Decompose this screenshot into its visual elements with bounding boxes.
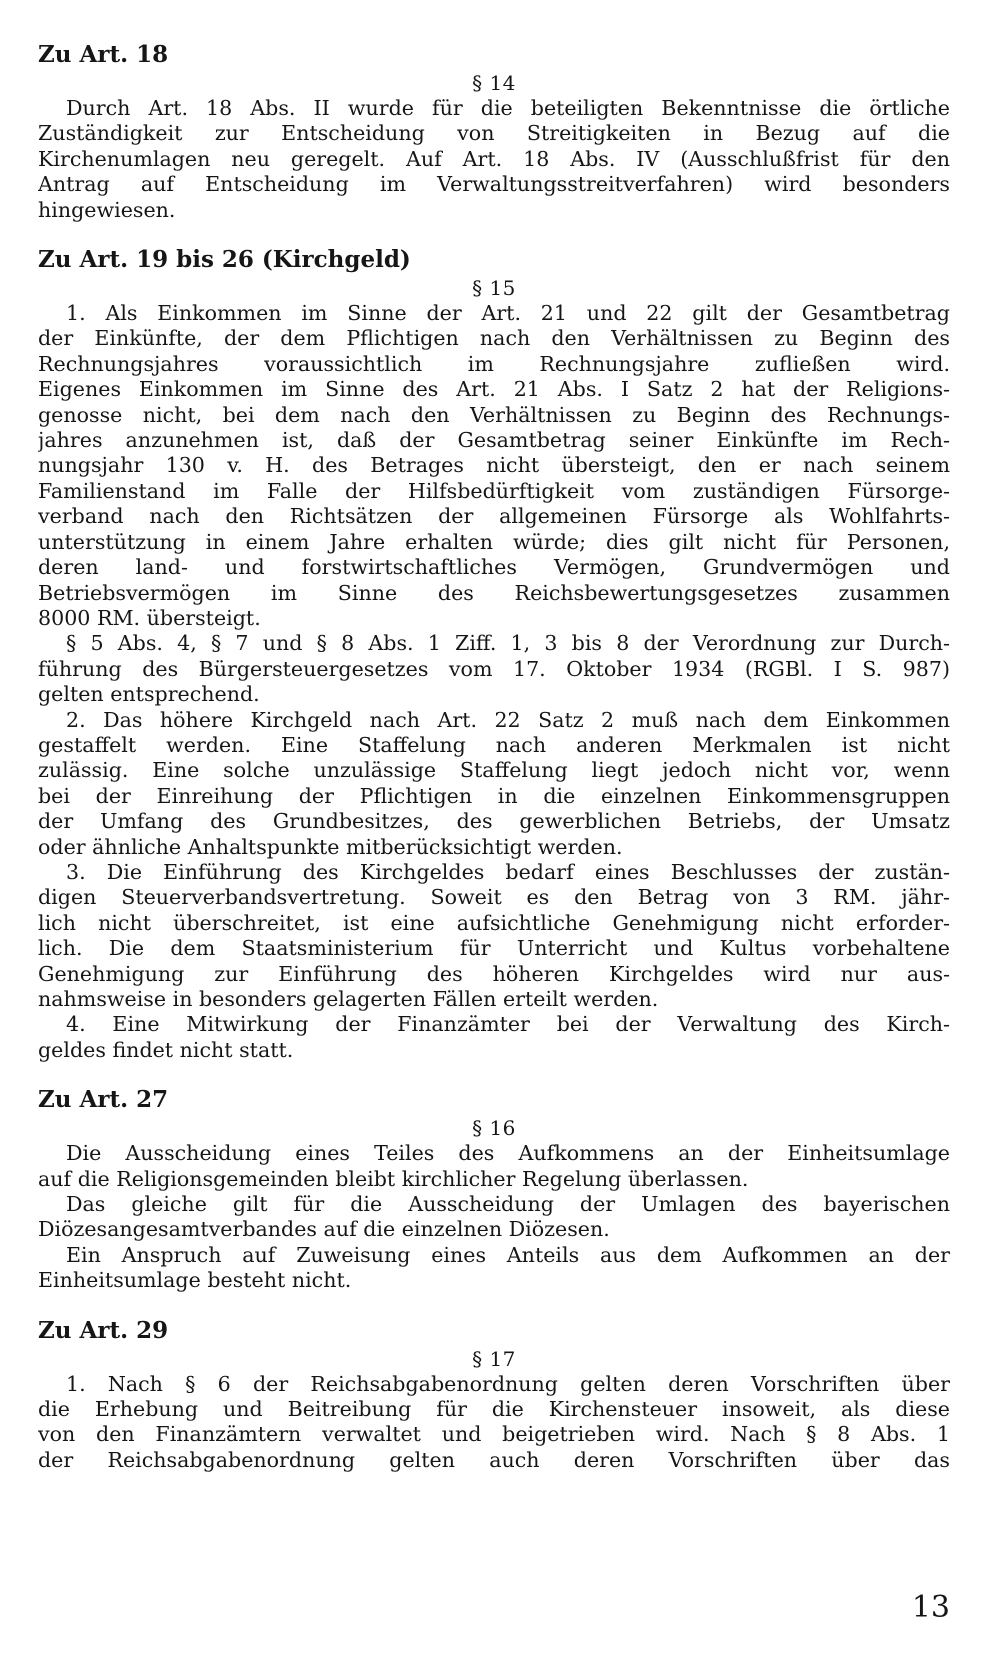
text-line: jahres anzunehmen ist, daß der Gesamtbetrag seiner Einkünfte im Rech- [38,428,950,453]
text-line: nungsjahr 130 v. H. des Betrages nicht übersteigt, den er nach seinem [38,453,950,478]
text-line: Durch Art. 18 Abs. II wurde für die beteiligten Bekenntnisse die örtliche [66,96,950,120]
text-line: unterstützung in einem Jahre erhalten würde; dies gilt nicht für Personen, [38,529,950,554]
text-line: Eigenes Einkommen im Sinne des Art. 21 Abs. I Satz 2 hat der Religions- [38,377,950,402]
section-heading: Zu Art. 18 [38,41,169,68]
text-line: Einheitsumlage besteht nicht. [38,1268,352,1293]
text-line: gestaffelt werden. Eine Staffelung nach anderen Merkmalen ist nicht [38,732,950,757]
text-line: digen Steuerverbandsvertretung. Soweit es den Betrag von 3 RM. jähr- [38,885,950,910]
text-line: Familienstand im Falle der Hilfsbedürftigkeit vom zuständigen Fürsorge- [38,478,950,503]
text-line: geldes findet nicht statt. [38,1037,294,1062]
text-line: hingewiesen. [38,197,176,222]
text-line: 1. Als Einkommen im Sinne der Art. 21 und 22 gilt der Gesamtbetrag [66,301,950,326]
section-gap [38,1063,950,1085]
text-line: oder ähnliche Anhaltspunkte mitberücksichtigt werden. [38,834,623,859]
text-line: Die Ausscheidung eines Teiles des Aufkommens an der Einheitsumlage [66,1141,950,1166]
text-line: verband nach den Richtsätzen der allgemeinen Fürsorge als Wohlfahrts- [38,504,950,529]
text-line: der Einkünfte, der dem Pflichtigen nach den Verhältnissen zu Beginn des [38,326,950,351]
section [38,245,950,1063]
text-line: deren land- und forstwirtschaftliches Vermögen, Grundvermögen und [38,555,950,580]
text-line: gelten entsprechend. [38,682,260,707]
section-heading: Zu Art. 27 [38,1086,169,1114]
text-line: die Erhebung und Beitreibung für die Kirchensteuer insoweit, als diese [38,1397,950,1422]
page-number: 13 [911,1590,950,1625]
text-line: Antrag auf Entscheidung im Verwaltungsstreitverfahren) wird besonders [38,172,950,197]
text-line: 3. Die Einführung des Kirchgeldes bedarf eines Beschlusses der zustän- [66,859,950,884]
text-line: 4. Eine Mitwirkung der Finanzämter bei der Verwaltung des Kirch- [66,1012,950,1037]
text-line: Betriebsvermögen im Sinne des Reichsbewertungsgesetzes zusammen [38,580,950,605]
text-line: führung des Bürgersteuergesetzes vom 17. Oktober 1934 (RGBl. I S. 987) [38,656,950,681]
text-line: 2. Das höhere Kirchgeld nach Art. 22 Satz 2 muß nach dem Einkommen [66,707,950,732]
text-line: nahmsweise in besonders gelagerten Fällen erteilt werden. [38,987,659,1011]
section-gap [38,1294,950,1316]
text-line: bei der Einreihung der Pflichtigen in die einzelnen Einkommensgruppen [38,783,950,808]
text-line: Genehmigung zur Einführung des höheren Kirchgeldes wird nur aus- [38,961,950,986]
section-heading: Zu Art. 29 [38,1316,169,1344]
text-line: 1. Nach § 6 der Reichsabgabenordnung gelten deren Vorschriften über [66,1371,950,1396]
paragraph-number: § 15 [472,276,516,301]
text-line: 8000 RM. übersteigt. [38,605,261,630]
text-line: § 5 Abs. 4, § 7 und § 8 Abs. 1 Ziff. 1, 3 bis 8 der Verordnung zur Durch- [66,631,950,656]
text-line: der Reichsabgabenordnung gelten auch deren Vorschriften über das [38,1447,950,1472]
text-line: Diözesangesamtverbandes auf die einzelnen Diözesen. [38,1217,610,1242]
text-line: zulässig. Eine solche unzulässige Staffelung liegt jedoch nicht vor, wenn [38,758,950,783]
paragraph-number: § 16 [472,1116,516,1141]
text-line: lich nicht überschreitet, ist eine aufsichtliche Genehmigung nicht erforder- [38,910,950,935]
text-line: der Umfang des Grundbesitzes, des gewerblichen Betriebs, der Umsatz [38,809,950,834]
text-line: Kirchenumlagen neu geregelt. Auf Art. 18 Abs. IV (Ausschlußfrist für den [38,146,950,171]
text-line: Das gleiche gilt für die Ausscheidung der Umlagen des bayerischen [66,1192,950,1217]
section [38,1085,950,1293]
text-line: genosse nicht, bei dem nach den Verhältnissen zu Beginn des Rechnungs- [38,402,950,427]
section [38,40,950,223]
document-page [38,40,950,1473]
paragraph-number: § 14 [472,71,516,95]
text-line: Zuständigkeit zur Entscheidung von Streitigkeiten in Bezug auf die [38,121,950,146]
text-line: auf die Religionsgemeinden bleibt kirchlicher Regelung überlassen. [38,1166,749,1191]
section-heading: Zu Art. 19 bis 26 (Kirchgeld) [38,246,411,274]
text-line: von den Finanzämtern verwaltet und beigetrieben wird. Nach § 8 Abs. 1 [38,1422,950,1447]
text-line: lich. Die dem Staatsministerium für Unterricht und Kultus vorbehaltene [38,936,950,961]
paragraph-number: § 17 [472,1346,516,1371]
section-gap [38,223,950,245]
text-line: Ein Anspruch auf Zuweisung eines Anteils aus dem Aufkommen an der [66,1242,950,1267]
text-line: Rechnungsjahres voraussichtlich im Rechnungsjahre zufließen wird. [38,351,950,376]
section [38,1316,950,1474]
